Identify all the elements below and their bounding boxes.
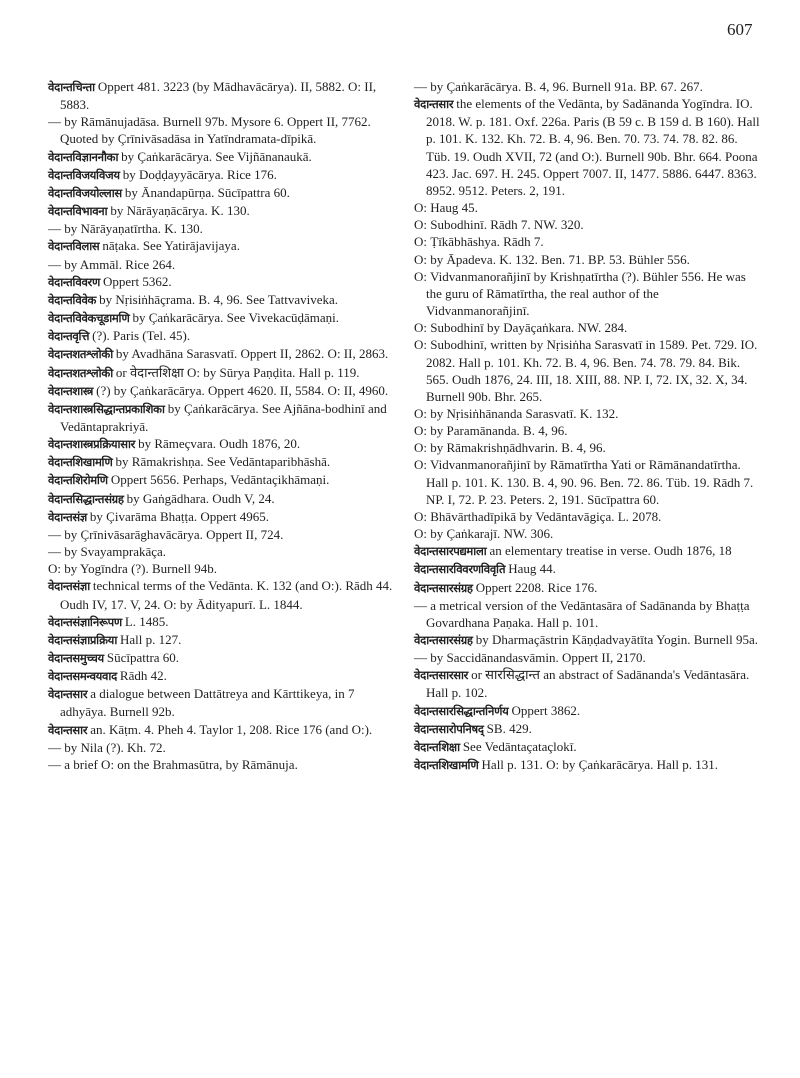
entry-text: O: Subodhinī. Rādh 7. NW. 320. <box>414 217 584 233</box>
entry-text: by Nārāyaṇācārya. K. 130. <box>110 203 250 219</box>
entry-text: by Çaṅkarācārya. See Vijñānanaukā. <box>121 148 312 164</box>
entry-text: O: by Nṛisiṅhānanda Sarasvatī. K. 132. <box>414 405 619 421</box>
index-entry <box>414 525 762 542</box>
index-entry <box>48 721 393 739</box>
entry-headword: वेदान्तविवेक <box>48 292 97 307</box>
entry-text: Oppert 3862. <box>511 702 581 718</box>
entry-text: by Rāmeçvara. Oudh 1876, 20. <box>138 436 301 452</box>
entry-headword: वेदान्तसार <box>48 722 88 737</box>
index-entry <box>48 237 393 255</box>
entry-text: O: Bhāvārthadīpikā by Vedāntavāgiça. L. 2078. <box>414 508 662 524</box>
index-entry <box>48 327 393 345</box>
index-entry <box>414 631 762 649</box>
entry-text: by Doḍḍayyācārya. Rice 176. <box>122 166 277 182</box>
entry-text: Haug 44. <box>508 561 556 577</box>
entry-text: Hall p. 131. O: by Çaṅkarācārya. Hall p. 131. <box>481 757 718 773</box>
entry-text: — by Rāmānujadāsa. Burnell 97b. Mysore 6. Oppert II, 7762. Quoted by Çrīnivāsadāsa in Yatīndramata-dīpikā. <box>48 114 371 147</box>
entry-text: — by Nila (?). Kh. 72. <box>48 739 166 755</box>
index-entry <box>414 738 762 756</box>
entry-headword: वेदान्तशतश्लोकी <box>48 347 113 362</box>
entry-headword: वेदान्तशिक्षा <box>414 739 460 754</box>
entry-headword: वेदान्तविवरण <box>48 274 100 289</box>
entry-headword: वेदान्तशिखामणि <box>48 455 113 470</box>
entry-text: O: by Çaṅkarajī. NW. 306. <box>414 526 554 542</box>
index-entry <box>414 560 762 578</box>
entry-headword: वेदान्तसारसंग्रह <box>414 633 473 647</box>
entry-text: by Rāmakrishṇa. See Vedāntaparibhāshā. <box>115 454 331 470</box>
entry-headword: वेदान्तशास्त्र <box>48 383 94 398</box>
index-entry <box>48 435 393 453</box>
entry-text: O: by Āpadeva. K. 132. Ben. 71. BP. 53. Bühler 556. <box>414 251 690 267</box>
index-entry <box>48 309 393 327</box>
left-column <box>48 78 393 773</box>
entry-headword: वेदान्तशास्त्रप्रक्रियासार <box>48 437 136 452</box>
entry-text: — by Ammāl. Rice 264. <box>48 256 176 272</box>
index-entry <box>48 364 393 382</box>
entry-headword: वेदान्तविलास <box>48 239 100 254</box>
index-entry <box>48 202 393 220</box>
entry-text: — by Saccidānandasvāmin. Oppert II, 2170. <box>414 650 646 666</box>
index-entry <box>414 649 762 666</box>
index-entry <box>48 78 393 113</box>
entry-text: Sūcīpattra 60. <box>106 650 180 665</box>
entry-text: O: Subodhinī, written by Nṛisiṅha Sarasvatī in 1589. Pet. 729. IO. 2082. Hall p. 101. Kh. 72. B. 4, 96. Ben. 74. 78. 79. 84. Bik. 565. Oudh 1876, 24. III, 18. XIII, 88. NP. I, 72. IX, 32. X, 34. Burnell 90b. Bhr. 265. <box>414 337 758 404</box>
entry-headword: वेदान्तसंज्ञाप्रक्रिया <box>48 632 118 647</box>
entry-text: an. Kāṭm. 4. Pheh 4. Taylor 1, 208. Rice 176 (and O:). <box>90 721 373 737</box>
index-entry <box>414 216 762 233</box>
index-entry <box>48 166 393 184</box>
index-entry <box>48 543 393 560</box>
index-entry <box>414 233 762 250</box>
index-entry <box>48 345 393 363</box>
index-entry <box>414 95 762 199</box>
entry-text: Oppert 5362. <box>102 273 172 289</box>
entry-text: Hall p. 127. <box>120 631 182 647</box>
index-entry <box>414 319 762 336</box>
entry-headword: वेदान्तसार <box>414 97 454 112</box>
entry-text: by Dharmaçāstrin Kāṇḍadvayātīta Yogin. Burnell 95a. <box>475 632 759 647</box>
entry-headword: वेदान्तसिद्धान्तसंग्रह <box>48 491 124 506</box>
entry-text: — by Nārāyaṇatīrtha. K. 130. <box>48 221 203 237</box>
entry-text: Oppert 5656. Perhaps, Vedāntaçikhāmaṇi. <box>110 472 330 488</box>
entry-text: or सारसिद्धान्त an abstract of Sadānanda's Vedāntasāra. Hall p. 102. <box>426 667 750 701</box>
entry-headword: वेदान्तसंज्ञ <box>48 509 87 524</box>
index-entry <box>48 685 393 720</box>
entry-text: O: Subodhinī by Dayāçaṅkara. NW. 284. <box>414 320 628 336</box>
entry-text: a dialogue between Dattātreya and Kārttikeya, in 7 adhyāya. Burnell 92b. <box>60 686 355 720</box>
index-entry <box>48 256 393 273</box>
index-entry <box>414 756 762 774</box>
index-entry <box>414 702 762 720</box>
entry-headword: वेदान्तसंज्ञा <box>48 579 90 594</box>
entry-text: Rādh 42. <box>119 668 167 684</box>
index-entry <box>48 220 393 237</box>
entry-text: O: Vidvanmanorañjinī by Krishṇatīrtha (?). Bühler 556. He was the guru of Rāmatīrtha, the real author of the Vidvanmanorañjinī. <box>414 268 746 319</box>
entry-headword: वेदान्तविजयोल्लास <box>48 185 122 200</box>
entry-text: — by Svayamprakāça. <box>48 544 167 560</box>
entry-text: — a brief O: on the Brahmasūtra, by Rāmānuja. <box>48 756 298 772</box>
entry-headword: वेदान्तविभावना <box>48 204 108 219</box>
index-entry <box>414 251 762 268</box>
entry-text: (?). Paris (Tel. 45). <box>92 328 191 344</box>
entry-headword: वेदान्तसार <box>48 687 88 702</box>
entry-headword: वेदान्तवृत्ति <box>48 329 90 344</box>
index-entry <box>414 268 762 319</box>
entry-text: (?) by Çaṅkarācārya. Oppert 4620. II, 5584. O: II, 4960. <box>96 382 389 398</box>
index-entry <box>48 631 393 649</box>
entry-text: by Çaṅkarācārya. See Vivekacūḍāmaṇi. <box>132 310 340 326</box>
entry-headword: वेदान्तसारपद्यमाला <box>414 544 487 559</box>
entry-headword: वेदान्तविज्ञाननौका <box>48 149 119 164</box>
index-entry <box>48 382 393 400</box>
entry-headword: वेदान्तसारसंग्रह <box>414 580 473 595</box>
entry-text: O: by Rāmakrishṇādhvarin. B. 4, 96. <box>414 440 606 456</box>
index-entry <box>414 579 762 597</box>
index-entry <box>48 273 393 291</box>
entry-headword: वेदान्तशास्त्रसिद्धान्तप्रकाशिका <box>48 401 165 416</box>
entry-text: Oppert 2208. Rice 176. <box>475 579 598 595</box>
entry-text: by Gaṅgādhara. Oudh V, 24. <box>126 490 275 506</box>
index-entry <box>414 439 762 456</box>
entry-text: the elements of the Vedānta, by Sadānanda Yogīndra. IO. 2018. W. p. 181. Oxf. 226a. Paris (B 59 c. B 159 d. B 160). Hall p. 101. K. 132. Kh. 72. B. 4, 96. Ben. 70. 73. 74. 78. 82. 86. Tüb. 19. Oudh XVII, 72 (and O:). Burnell 90b. Bhr. 664. Poona 423. Jac. 697. H. 245. Oppert 7007. II, 1477. 5886. 6447. 8363. 8952. 9512. Peters. 2, 191. <box>426 96 760 198</box>
entry-headword: वेदान्तविजयविजय <box>48 167 120 182</box>
entry-headword: वेदान्तसंज्ञानिरूपण <box>48 614 122 629</box>
index-entry <box>48 113 393 147</box>
entry-text: by Avadhāna Sarasvatī. Oppert II, 2862. O: II, 2863. <box>115 346 389 362</box>
entry-text: Oppert 481. 3223 (by Mādhavācārya). II, 5882. O: II, 5883. <box>60 79 377 113</box>
index-entry <box>414 336 762 405</box>
entry-headword: वेदान्तसारोपनिषद् <box>414 721 484 736</box>
index-entry <box>48 613 393 631</box>
entry-headword: वेदान्तशिरोमणि <box>48 473 108 488</box>
index-entry <box>414 199 762 216</box>
index-entry <box>48 526 393 543</box>
index-entry <box>48 184 393 202</box>
entry-text: an elementary treatise in verse. Oudh 1876, 18 <box>489 543 732 559</box>
entry-headword: वेदान्तसारसार <box>414 668 469 683</box>
index-entry <box>48 756 393 773</box>
entry-text: — a metrical version of the Vedāntasāra of Sadānanda by Bhaṭṭa Govardhana Paṇaka. Hall p. 101. <box>414 597 750 630</box>
entry-headword: वेदान्तसारविवरणविवृति <box>414 562 506 577</box>
entry-text: SB. 429. <box>486 720 532 736</box>
index-entry <box>48 291 393 309</box>
index-entry <box>414 666 762 701</box>
index-entry <box>414 422 762 439</box>
index-entry <box>48 508 393 526</box>
index-entry <box>48 667 393 685</box>
entry-text: technical terms of the Vedānta. K. 132 (and O:). Rādh 44. Oudh IV, 17. V, 24. O: by Ādityapurī. L. 1844. <box>60 578 393 612</box>
index-entry <box>48 739 393 756</box>
entry-headword: वेदान्तचिन्ता <box>48 80 95 94</box>
entry-text: by Çaṅkarācārya. See Ajñāna-bodhinī and Vedāntaprakriyā. <box>60 400 387 434</box>
index-entry <box>48 453 393 471</box>
entry-text: nāṭaka. See Yatirājavijaya. <box>102 238 240 254</box>
entry-text: L. 1485. <box>124 613 169 629</box>
index-entry <box>48 577 393 612</box>
entry-headword: वेदान्तशिखामणि <box>414 758 479 773</box>
entry-text: See Vedāntaçataçlokī. <box>462 738 577 754</box>
entry-headword: वेदान्तशतश्लोकी <box>48 365 113 380</box>
entry-text: by Çivarāma Bhaṭṭa. Oppert 4965. <box>89 508 269 524</box>
index-entry <box>414 78 762 95</box>
page-number: 607 <box>727 20 753 39</box>
entry-headword: वेदान्तसारसिद्धान्तनिर्णय <box>414 703 509 718</box>
index-entry <box>414 597 762 631</box>
entry-headword: वेदान्तविवेकचूडामणि <box>48 311 130 326</box>
entry-text: — by Çaṅkarācārya. B. 4, 96. Burnell 91a. BP. 67. 267. <box>414 79 703 94</box>
index-entry <box>48 148 393 166</box>
entry-text: — by Çrīnivāsarāghavācārya. Oppert II, 724. <box>48 526 284 542</box>
index-entry <box>414 508 762 525</box>
entry-text: by Ānandapūrṇa. Sūcīpattra 60. <box>124 184 290 200</box>
index-entry <box>48 649 393 667</box>
index-entry <box>48 560 393 577</box>
index-entry <box>414 405 762 422</box>
entry-text: O: Ṭīkābhāshya. Rādh 7. <box>414 234 544 250</box>
entry-text: by Nṛisiṅhāçrama. B. 4, 96. See Tattvaviveka. <box>99 291 339 307</box>
entry-text: or वेदान्तशिक्षा O: by Sūrya Paṇḍita. Hall p. 119. <box>115 364 360 380</box>
entry-headword: वेदान्तसमन्वयवाद <box>48 669 117 684</box>
entry-headword: वेदान्तसमुच्चय <box>48 651 104 665</box>
index-entry <box>48 471 393 489</box>
entry-text: O: Haug 45. <box>414 200 478 216</box>
index-entry <box>48 490 393 508</box>
index-entry <box>414 456 762 507</box>
entry-text: O: Vidvanmanorañjinī by Rāmatīrtha Yati or Rāmānandatīrtha. Hall p. 101. K. 130. B. 4, 90. 96. Ben. 72. 86. Tüb. 19. Rādh 7. NP. I, 72. P. 23. Peters. 2, 191. Sūcīpattra 60. <box>414 457 754 507</box>
entry-text: O: by Yogīndra (?). Burnell 94b. <box>48 561 217 577</box>
index-entry <box>414 720 762 738</box>
index-entry <box>48 400 393 435</box>
right-column <box>414 78 762 774</box>
index-entry <box>414 542 762 560</box>
entry-text: O: by Paramānanda. B. 4, 96. <box>414 423 568 439</box>
